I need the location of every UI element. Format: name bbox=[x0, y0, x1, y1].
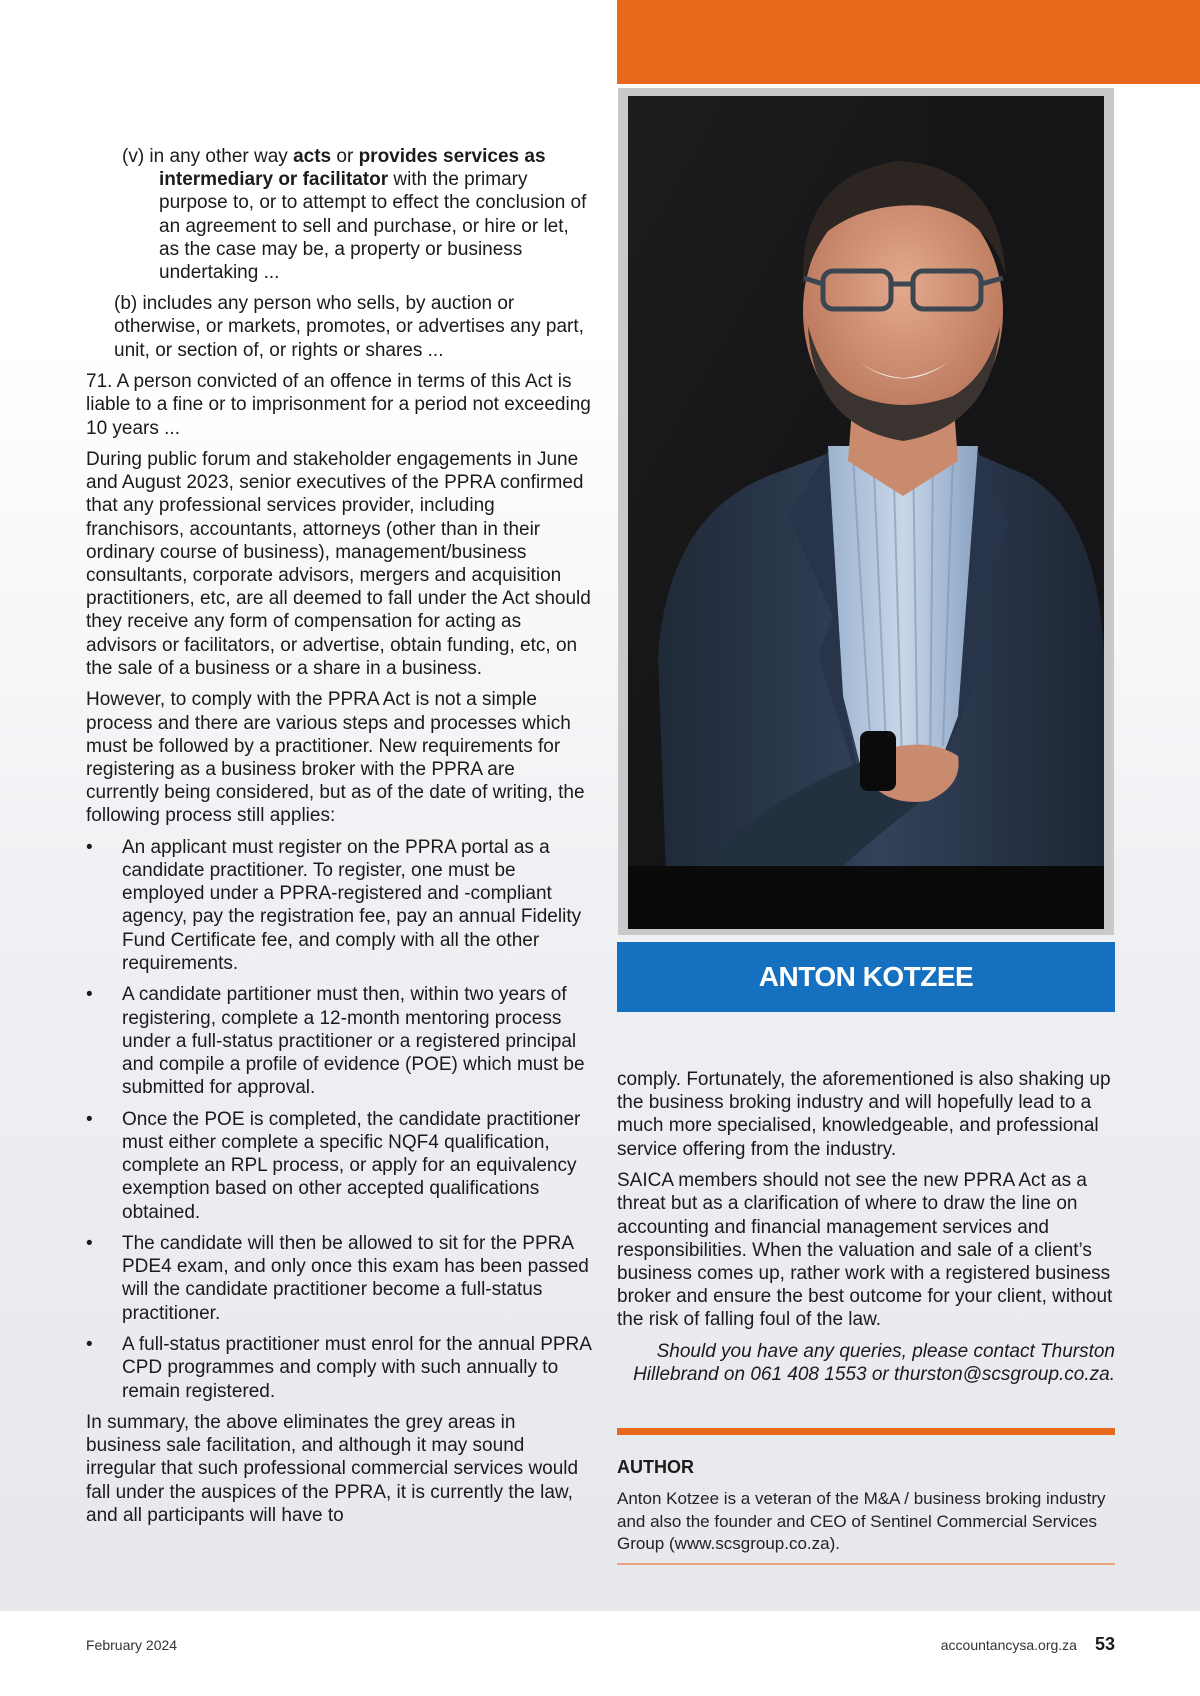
list-item-text: A candidate partitioner must then, within two years of registering, complete a 12-month mentoring process under a full-status practitioner or a registered principal and compile a profile of evidence (POE) which must be submitted for approval. bbox=[122, 984, 585, 1099]
item-v-bold-acts: acts bbox=[293, 146, 332, 167]
article-column-left bbox=[86, 145, 591, 1535]
author-divider bbox=[617, 1428, 1115, 1435]
list-item-text: A full-status practitioner must enrol for the annual PPRA CPD programmes and comply with such annually to remain registered. bbox=[122, 1334, 591, 1402]
paragraph-public-forum: During public forum and stakeholder engagements in June and August 2023, senior executives of the PPRA confirmed that any professional services provider, including franchisors, accountants, attorneys (other than in their ordinary course of business), management/business consultants, corporate advisors, mergers and acquisition practitioners, etc, are all deemed to fall under the Act should they receive any form of compensation for acting as advisors or facilitators, or advertise, obtain funding, etc, on the sale of a business or a share in a business. bbox=[86, 449, 591, 679]
list-item-text: The candidate will then be allowed to sit for the PPRA PDE4 exam, and only once this exam has been passed will the candidate practitioner become a full-status practitioner. bbox=[122, 1233, 589, 1324]
author-name-banner: ANTON KOTZEE bbox=[617, 942, 1115, 1012]
item-v-mid: or bbox=[331, 146, 359, 167]
page-number: 53 bbox=[1094, 1634, 1115, 1654]
bullet-icon: • bbox=[86, 1334, 93, 1356]
list-item-text: Once the POE is completed, the candidate practitioner must either complete a specific NQF4 qualification, complete an RPL process, or apply for an equivalency exemption based on other accepted qualifications obtained. bbox=[122, 1108, 581, 1223]
footer-right bbox=[941, 1634, 1115, 1655]
author-heading: AUTHOR bbox=[617, 1457, 694, 1477]
footer-date: February 2024 bbox=[86, 1637, 178, 1653]
header-accent-bar bbox=[617, 0, 1200, 84]
paragraph-however: However, to comply with the PPRA Act is not a simple process and there are various steps and processes which must be followed by a practitioner. New requirements for registering as a business broker with the PPRA are currently being considered, but as of the date of writing, the following process still applies: bbox=[86, 689, 585, 827]
footer-website: accountancysa.org.za bbox=[940, 1637, 1077, 1653]
author-photo bbox=[628, 96, 1104, 929]
paragraph-saica: SAICA members should not see the new PPRA Act as a threat but as a clarification of where to draw the line on accounting and financial management services and responsibilities. When the valuation and sale of a client’s business comes up, rather work with a registered business broker and ensure the best outcome for your client, without the risk of falling foul of the law. bbox=[617, 1170, 1113, 1331]
bullet-icon: • bbox=[86, 836, 93, 858]
paragraph-item-b: (b) includes any person who sells, by auction or otherwise, or markets, promotes, or advertises any part, unit, or section of, or rights or shares ... bbox=[114, 293, 584, 361]
author-box bbox=[617, 1457, 1115, 1556]
item-v-bold-services: provides services as intermediary or facilitator bbox=[159, 146, 546, 191]
contact-note: Should you have any queries, please contact Thurston Hillebrand on 061 408 1553 or thurston@scsgroup.co.za. bbox=[633, 1340, 1115, 1386]
paragraph-summary: In summary, the above eliminates the grey areas in business sale facilitation, and although it may sound irregular that such professional commercial services would fall under the auspices of the PPRA, it is currently the law, and all participants will have to bbox=[86, 1412, 579, 1526]
author-bottom-rule bbox=[617, 1563, 1115, 1565]
process-steps-list bbox=[86, 836, 591, 1403]
paragraph-section-71: 71. A person convicted of an offence in terms of this Act is liable to a fine or to imprisonment for a period not exceeding 10 years ... bbox=[86, 371, 591, 439]
list-item bbox=[86, 983, 591, 1099]
list-item bbox=[86, 836, 591, 975]
list-item bbox=[86, 1333, 591, 1403]
item-v-prefix: (v) in any other way bbox=[122, 146, 294, 167]
paragraph-item-v bbox=[86, 145, 591, 284]
list-item-text: An applicant must register on the PPRA portal as a candidate practitioner. To register, one must be employed under a PPRA-registered and -compliant agency, pay the registration fee, pay an annual Fidelity Fund Certificate fee, and comply with all the other requirements. bbox=[122, 836, 582, 974]
paragraph-comply: comply. Fortunately, the aforementioned is also shaking up the business broking industry and will hopefully lead to a much more specialised, knowledgeable, and professional service offering from the industry. bbox=[617, 1069, 1111, 1160]
item-v-rest: with the primary purpose to, or to attempt to effect the conclusion of an agreement to sell and purchase, or hire or let, as the case may be, a property or business undertaking ... bbox=[159, 169, 587, 284]
bullet-icon: • bbox=[86, 984, 93, 1006]
author-bio: Anton Kotzee is a veteran of the M&A / business broking industry and also the founder and CEO of Sentinel Commercial Services Group (www.scsgroup.co.za). bbox=[617, 1489, 1106, 1553]
bullet-icon: • bbox=[86, 1108, 93, 1130]
list-item bbox=[86, 1232, 591, 1325]
list-item bbox=[86, 1108, 591, 1224]
bullet-icon: • bbox=[86, 1233, 93, 1255]
article-column-right bbox=[617, 1068, 1115, 1395]
author-photo-frame bbox=[618, 88, 1114, 935]
